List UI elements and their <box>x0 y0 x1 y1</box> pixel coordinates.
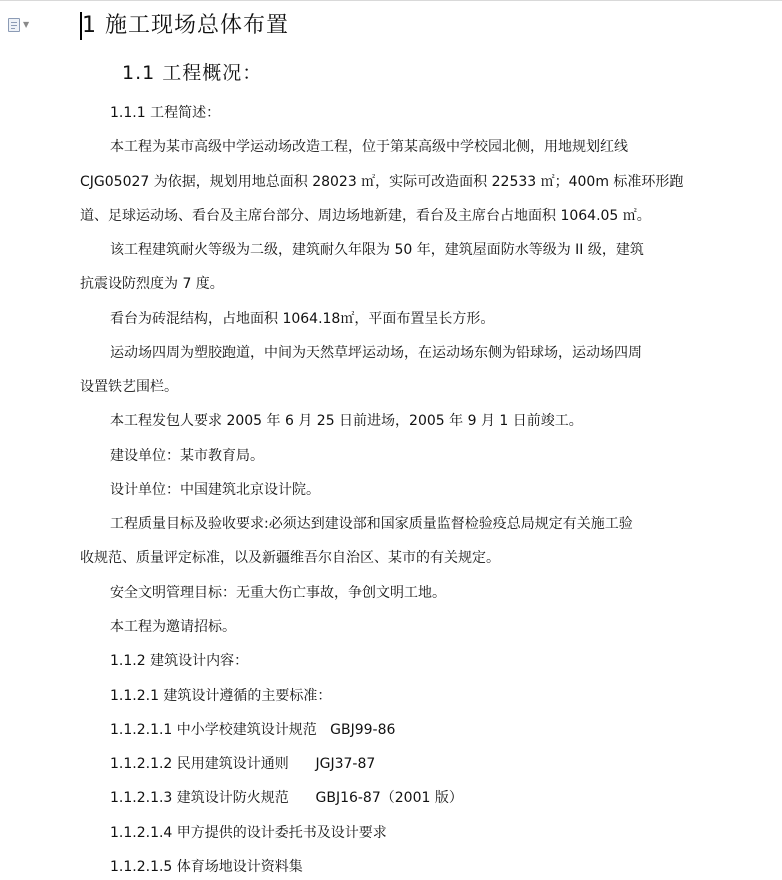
standard-item: 1.1.2.1.3 建筑设计防火规范 GBJ16-87（2001 版） <box>110 790 463 806</box>
paragraph-line: 设计单位：中国建筑北京设计院。 <box>110 482 320 498</box>
paragraph-line: CJG05027 为依据，规划用地总面积 28023 ㎡，实际可改造面积 22533 ㎡；400m 标准环形跑 <box>80 174 684 190</box>
paragraph-line: 本工程为某市高级中学运动场改造工程，位于第某高级中学校园北侧，用地规划红线 <box>110 139 628 155</box>
standard-item: 1.1.2.1.5 体育场地设计资料集 <box>110 859 303 875</box>
paragraph-line: 设置铁艺围栏。 <box>80 379 178 395</box>
paragraph-line: 本工程发包人要求 2005 年 6 月 25 日前进场，2005 年 9 月 1 日前竣工。 <box>110 413 583 429</box>
paragraph-line: 收规范、质量评定标准，以及新疆维吾尔自治区、某市的有关规定。 <box>80 550 500 566</box>
standard-item: 1.1.2.1.1 中小学校建筑设计规范 GBJ99-86 <box>110 722 396 738</box>
chevron-down-icon: ▼ <box>23 20 30 29</box>
heading-1: 1 施工现场总体布置 <box>82 13 289 38</box>
top-border <box>0 0 782 1</box>
standard-item: 1.1.2.1.2 民用建筑设计通则 JGJ37-87 <box>110 756 376 772</box>
document-icon <box>8 18 20 32</box>
paragraph-line: 安全文明管理目标：无重大伤亡事故，争创文明工地。 <box>110 585 446 601</box>
paragraph-line: 工程质量目标及验收要求:必须达到建设部和国家质量监督检验疫总局规定有关施工验 <box>110 516 633 532</box>
paragraph-line: 建设单位：某市教育局。 <box>110 448 264 464</box>
document-map-toggle[interactable] <box>8 17 36 33</box>
paragraph-line: 运动场四周为塑胶跑道，中间为天然草坪运动场，在运动场东侧为铅球场，运动场四周 <box>110 345 642 361</box>
heading-2: 1.1 工程概况： <box>122 62 263 84</box>
section-heading-1-1-2: 1.1.2 建筑设计内容： <box>110 653 249 669</box>
paragraph-line: 抗震设防烈度为 7 度。 <box>80 276 224 292</box>
paragraph-line: 该工程建筑耐火等级为二级，建筑耐久年限为 50 年，建筑屋面防水等级为 II 级，建筑 <box>110 242 644 258</box>
paragraph-line: 本工程为邀请招标。 <box>110 619 236 635</box>
section-heading-1-1-2-1: 1.1.2.1 建筑设计遵循的主要标准： <box>110 688 332 704</box>
section-heading-1-1-1: 1.1.1 工程简述： <box>110 105 221 121</box>
paragraph-line: 看台为砖混结构，占地面积 1064.18㎡，平面布置呈长方形。 <box>110 311 495 327</box>
paragraph-line: 道、足球运动场、看台及主席台部分、周边场地新建，看台及主席台占地面积 1064.05 ㎡。 <box>80 208 651 224</box>
standard-item: 1.1.2.1.4 甲方提供的设计委托书及设计要求 <box>110 825 387 841</box>
